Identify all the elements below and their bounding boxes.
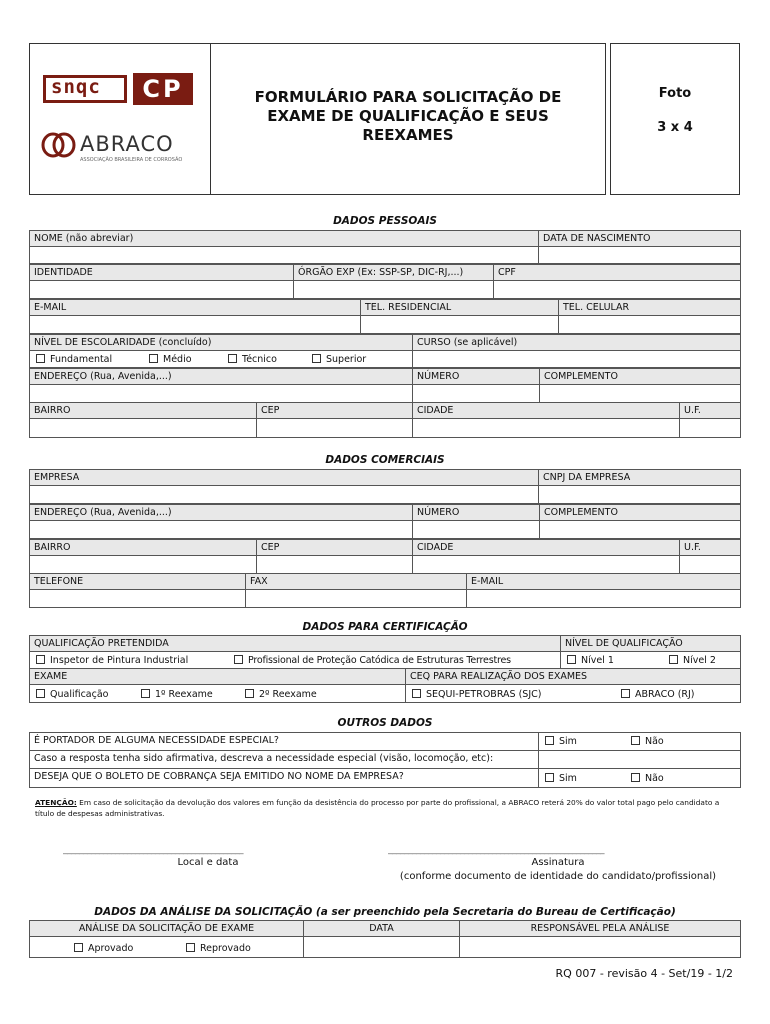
question-necessidade-text: É PORTADOR DE ALGUMA NECESSIDADE ESPECIAL?: [34, 735, 279, 746]
question-boleto: [29, 768, 539, 788]
document-code: RQ 007 - revisão 4 - Set/19 - 1/2: [555, 967, 733, 980]
checkbox-icon: [312, 354, 321, 363]
label-email: E-MAIL: [29, 299, 361, 316]
label-email-comercial: E-MAIL: [466, 573, 741, 590]
checkbox-label: Aprovado: [88, 943, 134, 954]
checkbox-icon: [36, 354, 45, 363]
photo-box: [610, 43, 740, 195]
input-orgao[interactable]: [293, 280, 494, 299]
label-endereco: ENDEREÇO (Rua, Avenida,...): [29, 368, 413, 385]
checkbox-boleto-sim[interactable]: [545, 771, 577, 786]
label-nivel: NÍVEL DE QUALIFICAÇÃO: [560, 635, 741, 652]
label-exame: EXAME: [29, 668, 406, 685]
label-analise: ANÁLISE DA SOLICITAÇÃO DE EXAME: [29, 920, 304, 937]
label-qualificacao: QUALIFICAÇÃO PRETENDIDA: [29, 635, 561, 652]
checkbox-1reexame[interactable]: [141, 687, 213, 702]
input-bairro-comercial[interactable]: [29, 555, 257, 574]
checkbox-label: 2º Reexame: [259, 689, 317, 700]
label-cep-comercial: CEP: [256, 539, 413, 556]
label-bairro: BAIRRO: [29, 402, 257, 419]
photo-size: 3 x 4: [657, 120, 693, 135]
abraco-rings-icon: [40, 132, 78, 158]
input-uf-comercial[interactable]: [679, 555, 741, 574]
input-email-comercial[interactable]: [466, 589, 741, 608]
checkbox-icon: [74, 943, 83, 952]
label-identidade: IDENTIDADE: [29, 264, 294, 281]
checkbox-icon: [631, 736, 640, 745]
label-numero: NÚMERO: [412, 368, 540, 385]
checkbox-icon: [631, 773, 640, 782]
label-nascimento: DATA DE NASCIMENTO: [538, 230, 741, 247]
input-nascimento[interactable]: [538, 246, 741, 264]
input-data-analise[interactable]: [303, 936, 460, 958]
local-data-label: Local e data: [177, 857, 239, 868]
checkbox-medio[interactable]: [149, 352, 192, 367]
label-tel-cel: TEL. CELULAR: [558, 299, 741, 316]
checkbox-sequi[interactable]: [412, 687, 541, 702]
checkbox-superior[interactable]: [312, 352, 366, 367]
checkbox-label: Qualificação: [50, 689, 109, 700]
label-curso: CURSO (se aplicável): [412, 334, 741, 351]
assinatura-label: Assinatura: [531, 857, 585, 868]
checkbox-nivel1[interactable]: [567, 653, 614, 668]
checkbox-aprovado[interactable]: [74, 941, 133, 956]
abraco-logo-text: ABRACO: [80, 132, 174, 156]
label-complemento: COMPLEMENTO: [539, 368, 741, 385]
analise-options: [29, 936, 304, 958]
checkbox-fundamental[interactable]: [36, 352, 112, 367]
checkbox-label: Fundamental: [50, 354, 113, 365]
checkbox-label: Superior: [326, 354, 367, 365]
signature-line-local: _____________________________________________: [63, 845, 243, 855]
label-cidade: CIDADE: [412, 402, 680, 419]
checkbox-label: Sim: [559, 736, 577, 747]
input-endereco-comercial[interactable]: [29, 520, 413, 539]
input-cep-comercial[interactable]: [256, 555, 413, 574]
snqc-logo: [43, 73, 193, 107]
checkbox-necessidade-sim[interactable]: [545, 734, 577, 749]
checkbox-label: Nível 1: [581, 655, 614, 666]
checkbox-label: Inspetor de Pintura Industrial: [50, 655, 189, 666]
checkbox-icon: [36, 689, 45, 698]
abraco-logo: [40, 130, 210, 170]
checkbox-icon: [36, 655, 45, 664]
label-responsavel: RESPONSÁVEL PELA ANÁLISE: [459, 920, 741, 937]
section-title-certificacao: DADOS PARA CERTIFICAÇÃO: [302, 621, 468, 633]
label-endereco-comercial: ENDEREÇO (Rua, Avenida,...): [29, 504, 413, 521]
checkbox-boleto-nao[interactable]: [631, 771, 664, 786]
checkbox-icon: [149, 354, 158, 363]
checkbox-tecnico[interactable]: [228, 352, 277, 367]
atencao-note: [35, 797, 740, 819]
input-telefone[interactable]: [29, 589, 246, 608]
input-endereco[interactable]: [29, 384, 413, 403]
label-nome: NOME (não abreviar): [29, 230, 539, 247]
input-tel-cel[interactable]: [558, 315, 741, 334]
label-ceq: CEQ PARA REALIZAÇÃO DOS EXAMES: [405, 668, 741, 685]
conforme-label: (conforme documento de identidade do candidato/profissional): [399, 871, 717, 882]
checkbox-icon: [412, 689, 421, 698]
checkbox-necessidade-nao[interactable]: [631, 734, 664, 749]
label-cnpj: CNPJ DA EMPRESA: [538, 469, 741, 486]
label-numero-comercial: NÚMERO: [412, 504, 540, 521]
checkbox-qualificacao[interactable]: [36, 687, 108, 702]
header-logo-box: [29, 43, 211, 195]
section-title-analise: DADOS DA ANÁLISE DA SOLICITAÇÃO (a ser preenchido pela Secretaria do Bureau de Certificação): [94, 906, 676, 918]
input-identidade[interactable]: [29, 280, 294, 299]
checkbox-icon: [186, 943, 195, 952]
checkbox-icon: [228, 354, 237, 363]
label-data: DATA: [303, 920, 460, 937]
checkbox-label: Não: [645, 773, 664, 784]
checkbox-icon: [621, 689, 630, 698]
checkbox-reprovado[interactable]: [186, 941, 251, 956]
checkbox-abraco[interactable]: [621, 687, 695, 702]
question-necessidade-detail-text: Caso a resposta tenha sido afirmativa, descreva a necessidade especial (visão, locomoção, etc):: [34, 753, 494, 764]
checkbox-icon: [141, 689, 150, 698]
input-email[interactable]: [29, 315, 361, 334]
checkbox-label: Nível 2: [683, 655, 716, 666]
checkbox-icon: [567, 655, 576, 664]
photo-label: Foto: [658, 86, 692, 101]
input-cep[interactable]: [256, 418, 413, 438]
checkbox-label: Reprovado: [200, 943, 251, 954]
checkbox-nivel2[interactable]: [669, 653, 716, 668]
checkbox-label: ABRACO (RJ): [635, 689, 695, 700]
input-empresa[interactable]: [29, 485, 539, 504]
checkbox-label: Técnico: [242, 354, 277, 365]
input-responsavel[interactable]: [459, 936, 741, 958]
input-cidade[interactable]: [412, 418, 680, 438]
abraco-logo-subtext: ASSOCIAÇÃO BRASILEIRA DE CORROSÃO: [80, 157, 183, 163]
label-cep: CEP: [256, 402, 413, 419]
section-title-pessoais: DADOS PESSOAIS: [333, 215, 437, 227]
input-nome[interactable]: [29, 246, 539, 264]
input-curso[interactable]: [412, 350, 741, 368]
input-complemento[interactable]: [539, 384, 741, 403]
input-uf[interactable]: [679, 418, 741, 438]
checkbox-label: Sim: [559, 773, 577, 784]
form-title: FORMULÁRIO PARA SOLICITAÇÃO DE EXAME DE QUALIFICAÇÃO E SEUS REEXAMES: [254, 88, 562, 144]
label-escolaridade: NÍVEL DE ESCOLARIDADE (concluído): [29, 334, 413, 351]
checkbox-label: SEQUI-PETROBRAS (SJC): [426, 689, 542, 700]
section-title-comerciais: DADOS COMERCIAIS: [325, 454, 445, 466]
label-fax: FAX: [245, 573, 467, 590]
label-orgao: ÓRGÃO EXP (Ex: SSP-SP, DIC-RJ,...): [293, 264, 494, 281]
checkbox-icon: [669, 655, 678, 664]
checkbox-inspetor[interactable]: [36, 653, 188, 668]
label-uf-comercial: U.F.: [679, 539, 741, 556]
label-bairro-comercial: BAIRRO: [29, 539, 257, 556]
section-title-outros: OUTROS DADOS: [337, 717, 433, 729]
label-empresa: EMPRESA: [29, 469, 539, 486]
label-cpf: CPF: [493, 264, 741, 281]
input-numero-comercial[interactable]: [412, 520, 540, 539]
question-necessidade: [29, 732, 539, 751]
label-telefone: TELEFONE: [29, 573, 246, 590]
input-cnpj[interactable]: [538, 485, 741, 504]
input-fax[interactable]: [245, 589, 467, 608]
checkbox-protecao[interactable]: [234, 653, 511, 668]
label-uf: U.F.: [679, 402, 741, 419]
label-tel-res: TEL. RESIDENCIAL: [360, 299, 559, 316]
question-boleto-text: DESEJA QUE O BOLETO DE COBRANÇA SEJA EMITIDO NO NOME DA EMPRESA?: [34, 771, 404, 782]
input-necessidade-detail[interactable]: [538, 750, 741, 769]
input-bairro[interactable]: [29, 418, 257, 438]
cp-logo-text: CP: [133, 73, 193, 105]
input-complemento-comercial[interactable]: [539, 520, 741, 539]
question-necessidade-detail: [29, 750, 539, 769]
signature-line-assinatura: ______________________________________________________: [388, 845, 604, 855]
snqc-logo-text: snqc: [51, 76, 101, 98]
checkbox-label: Profissional de Proteção Catódica de Estruturas Terrestres: [248, 655, 511, 666]
atencao-text: Em caso de solicitação da devolução dos valores em função da desistência do processo por parte do profissional, a ABRACO reterá 20% do valor total pago pelo candidato a título de despesas administrativas.: [35, 798, 720, 818]
checkbox-label: Médio: [163, 354, 192, 365]
checkbox-icon: [545, 736, 554, 745]
input-cpf[interactable]: [493, 280, 741, 299]
label-cidade-comercial: CIDADE: [412, 539, 680, 556]
checkbox-label: Não: [645, 736, 664, 747]
label-complemento-comercial: COMPLEMENTO: [539, 504, 741, 521]
checkbox-icon: [234, 655, 243, 664]
checkbox-label: 1º Reexame: [155, 689, 213, 700]
input-numero[interactable]: [412, 384, 540, 403]
input-cidade-comercial[interactable]: [412, 555, 680, 574]
checkbox-2reexame[interactable]: [245, 687, 317, 702]
atencao-label: ATENÇÃO:: [35, 798, 77, 807]
input-tel-res[interactable]: [360, 315, 559, 334]
checkbox-icon: [245, 689, 254, 698]
checkbox-icon: [545, 773, 554, 782]
